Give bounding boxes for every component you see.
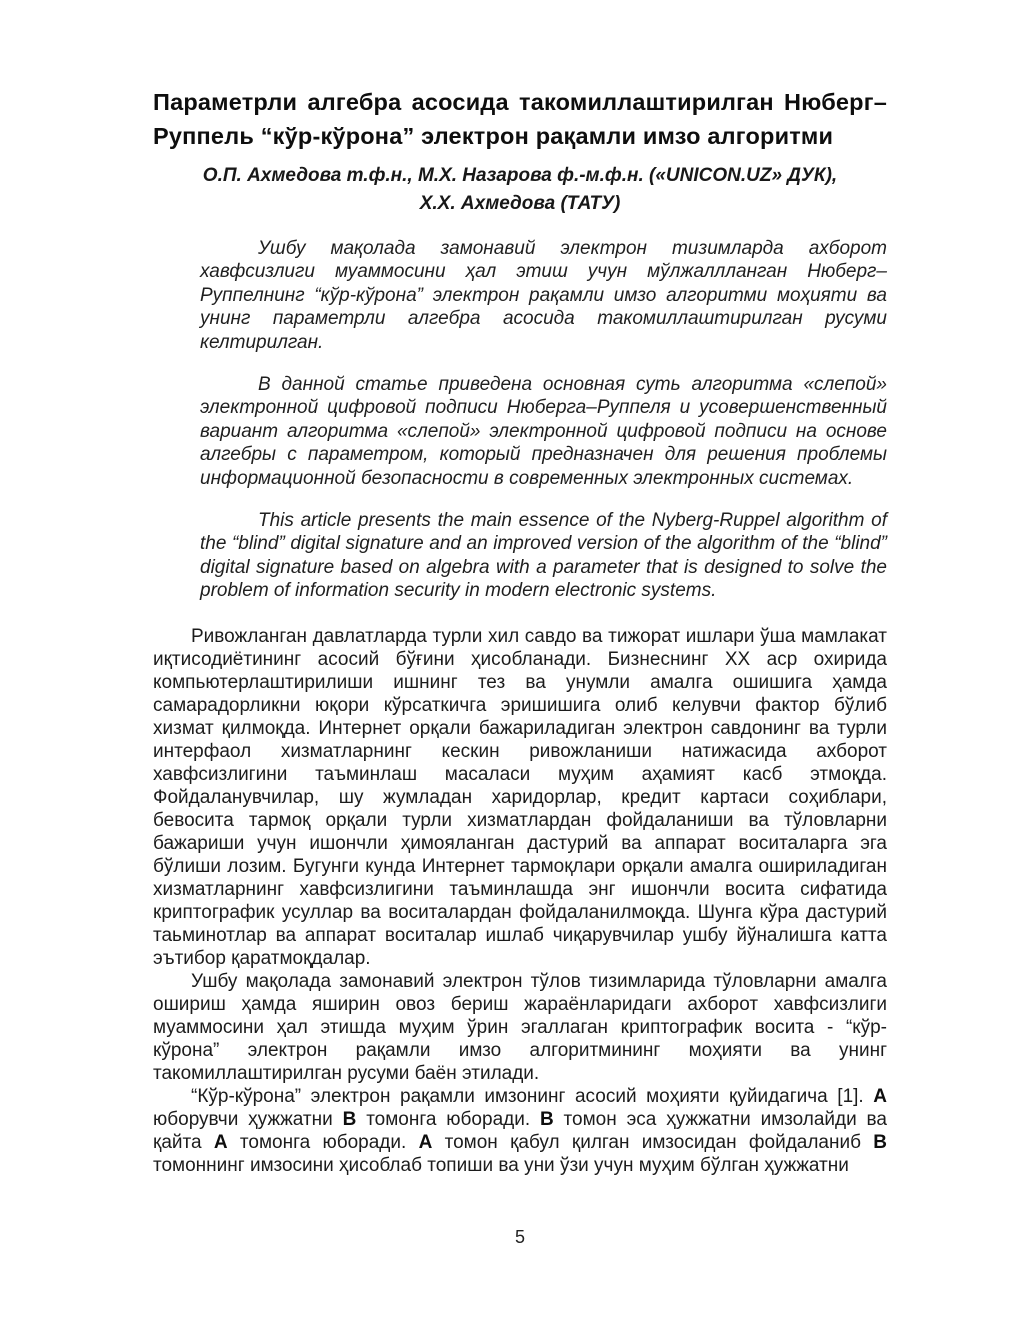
- article-title: Параметрли алгебра асосида такомиллаштирилган Нюберг–Руппель “кўр-кўрона” электрон рақамли имзо алгоритми: [153, 89, 887, 149]
- body-paragraph-3: “Кўр-кўрона” электрон рақамли имзонинг асосий моҳияти қуйидагича [1]. А юборувчи ҳужжатни В томонга юборади. В томон эса ҳужжатни имзолайди ва қайта А томонга юборади. А томон қабул қилган имзосидан фойдаланиб В томоннинг имзосини ҳисоблаб топиши ва уни ўзи учун муҳим бўлган ҳужжатни: [153, 1085, 888, 1176]
- abstract-uzbek: Ушбу мақолада замонавий электрон тизимларда ахборот хавфсизлиги муаммосини ҳал этиш учун мўлжаллланган Нюберг–Руппелнинг “кўр-кўрона” электрон рақамли имзо алгоритми моҳияти ва унинг параметрли алгебра асосида такомиллаштирилган русуми келтирилган.: [200, 238, 887, 353]
- abstract-english: This article presents the main essence of the Nyberg-Ruppel algorithm of the “blind” digital signature and an improved version of the algorithm of the “blind” digital signature based on algebra with a parameter that is designed to solve the problem of information security in modern electronic systems.: [200, 510, 887, 602]
- article-content: [153, 0, 887, 1177]
- body-paragraph-2: Ушбу мақолада замонавий электрон тўлов тизимларида тўловларни амалга ошириш ҳамда яширин овоз бериш жараёнларидаги ахборот хавфсизлиги муаммосини ҳал этишда муҳим ўрин эгаллаган криптографик восита - “кўр-кўрона” электрон рақамли имзо алгоритмининг моҳияти ва унинг такомиллаштирилган русуми баён этилади.: [153, 970, 887, 1084]
- authors-block: [153, 162, 887, 218]
- body-paragraph-1: Ривожланган давлатларда турли хил савдо ва тижорат ишлари ўша мамлакат иқтисодиётининг асосий бўғини ҳисобланади. Бизнеснинг ХХ аср охирида компьютерлаштирилиши ишнинг тез ва унумли амалга ошишига ҳамда самарадорликни юқори кўрсаткичга эришишига олиб келувчи фактор бўлиб хизмат қилмоқда. Интернет орқали бажариладиган электрон савдонинг ва турли интерфаол хизматларнинг кескин ривожланиши натижасида ахборот хавфсизлигини таъминлаш масаласи муҳим аҳамият касб этмоқда. Фойдаланувчилар, шу жумладан харидорлар, кредит картаси соҳиблари, бевосита тармоқ орқали турли хизматлардан фойдаланиши ва тўловларни бажариши учун ишончли ҳимояланган дастурий ва аппарат воситаларга эга бўлиши лозим. Бугунги кунда Интернет тармоқлари орқали амалга ошириладиган хизматларнинг хавфсизлигини таъминлашда энг ишончли восита сифатида криптографик усуллар ва воситалардан фойдаланилмоқда. Шунга кўра дастурий таьминотлар ва аппарат воситалар ишлаб чиқарувчилар ушбу йўналишга катта эътибор қаратмоқдалар.: [153, 625, 887, 969]
- abstract-russian: В данной статье приведена основная суть алгоритма «слепой» электронной цифровой подписи Нюберга–Руппеля и усовершенственный вариант алгоритма «слепой» электронной цифровой подписи на основе алгебры с параметром, который предназначен для решения проблемы информационной безопасности в современных электронных системах.: [200, 374, 887, 489]
- authors-line-1: О.П. Ахмедова т.ф.н., М.Х. Назарова ф.-м.ф.н. («UNICON.UZ» ДУК),: [202, 165, 838, 186]
- page-number: 5: [514, 1227, 525, 1247]
- authors-line-2: Х.Х. Ахмедова (ТАТУ): [419, 193, 621, 214]
